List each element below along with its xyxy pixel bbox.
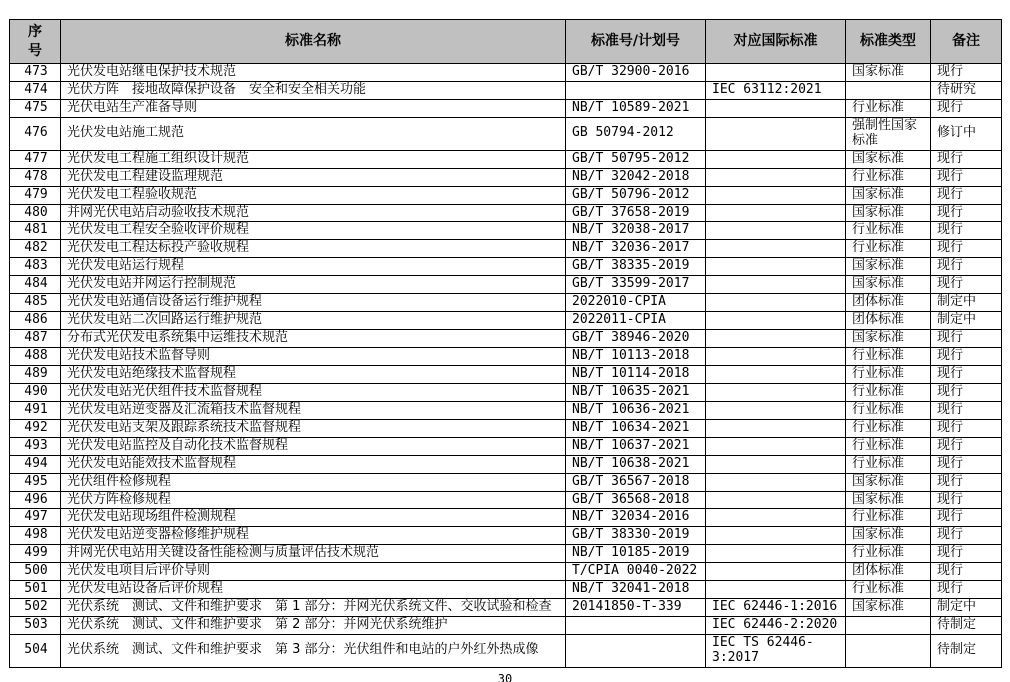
table-row bbox=[10, 258, 1002, 276]
cell-type: 行业标准 bbox=[846, 168, 931, 186]
cell-std-no bbox=[566, 81, 706, 99]
cell-type: 行业标准 bbox=[846, 240, 931, 258]
cell-intl bbox=[706, 383, 846, 401]
cell-name: 光伏发电站设备后评价规程 bbox=[61, 581, 566, 599]
cell-intl bbox=[706, 330, 846, 348]
cell-type: 国家标准 bbox=[846, 276, 931, 294]
cell-type: 国家标准 bbox=[846, 491, 931, 509]
cell-seq: 475 bbox=[10, 99, 61, 117]
cell-type: 行业标准 bbox=[846, 222, 931, 240]
table-row bbox=[10, 168, 1002, 186]
cell-remark: 制定中 bbox=[931, 312, 1002, 330]
table-row bbox=[10, 365, 1002, 383]
table-row bbox=[10, 617, 1002, 635]
cell-type: 行业标准 bbox=[846, 509, 931, 527]
cell-intl bbox=[706, 365, 846, 383]
cell-name: 光伏电站生产准备导则 bbox=[61, 99, 566, 117]
cell-remark: 制定中 bbox=[931, 599, 1002, 617]
cell-intl bbox=[706, 168, 846, 186]
cell-intl bbox=[706, 150, 846, 168]
cell-type bbox=[846, 81, 931, 99]
cell-remark: 现行 bbox=[931, 365, 1002, 383]
cell-remark: 现行 bbox=[931, 455, 1002, 473]
cell-seq: 497 bbox=[10, 509, 61, 527]
cell-intl: IEC 63112:2021 bbox=[706, 81, 846, 99]
table-row bbox=[10, 401, 1002, 419]
cell-type: 国家标准 bbox=[846, 599, 931, 617]
cell-seq: 477 bbox=[10, 150, 61, 168]
cell-std-no: GB/T 38946-2020 bbox=[566, 330, 706, 348]
table-row bbox=[10, 312, 1002, 330]
cell-intl bbox=[706, 312, 846, 330]
cell-name: 光伏发电工程施工组织设计规范 bbox=[61, 150, 566, 168]
cell-intl bbox=[706, 545, 846, 563]
cell-remark: 修订中 bbox=[931, 117, 1002, 150]
cell-seq: 493 bbox=[10, 437, 61, 455]
cell-intl bbox=[706, 117, 846, 150]
table-row bbox=[10, 222, 1002, 240]
cell-std-no: GB/T 50796-2012 bbox=[566, 186, 706, 204]
cell-remark: 制定中 bbox=[931, 294, 1002, 312]
cell-seq: 481 bbox=[10, 222, 61, 240]
table-row bbox=[10, 64, 1002, 82]
cell-name: 光伏发电工程验收规范 bbox=[61, 186, 566, 204]
cell-intl bbox=[706, 240, 846, 258]
cell-name: 光伏方阵 接地故障保护设备 安全和安全相关功能 bbox=[61, 81, 566, 99]
table-row bbox=[10, 99, 1002, 117]
standards-table bbox=[9, 19, 1002, 668]
cell-type: 国家标准 bbox=[846, 258, 931, 276]
cell-seq: 476 bbox=[10, 117, 61, 150]
header-std-no: 标准号/计划号 bbox=[566, 20, 706, 64]
table-row bbox=[10, 437, 1002, 455]
table-row bbox=[10, 348, 1002, 366]
cell-name: 光伏发电站绝缘技术监督规程 bbox=[61, 365, 566, 383]
cell-std-no bbox=[566, 635, 706, 668]
cell-remark: 现行 bbox=[931, 168, 1002, 186]
cell-std-no: NB/T 10185-2019 bbox=[566, 545, 706, 563]
cell-name: 并网光伏电站启动验收技术规范 bbox=[61, 204, 566, 222]
cell-std-no: NB/T 10638-2021 bbox=[566, 455, 706, 473]
cell-seq: 487 bbox=[10, 330, 61, 348]
cell-intl bbox=[706, 258, 846, 276]
cell-remark: 现行 bbox=[931, 563, 1002, 581]
cell-intl bbox=[706, 204, 846, 222]
cell-intl bbox=[706, 437, 846, 455]
header-remark: 备注 bbox=[931, 20, 1002, 64]
cell-remark: 现行 bbox=[931, 545, 1002, 563]
cell-type: 国家标准 bbox=[846, 204, 931, 222]
cell-type: 行业标准 bbox=[846, 545, 931, 563]
cell-seq: 498 bbox=[10, 527, 61, 545]
cell-remark: 现行 bbox=[931, 330, 1002, 348]
cell-type: 行业标准 bbox=[846, 401, 931, 419]
cell-remark: 现行 bbox=[931, 383, 1002, 401]
cell-type: 行业标准 bbox=[846, 581, 931, 599]
table-row bbox=[10, 276, 1002, 294]
cell-intl bbox=[706, 563, 846, 581]
cell-remark: 现行 bbox=[931, 401, 1002, 419]
cell-type bbox=[846, 635, 931, 668]
cell-seq: 492 bbox=[10, 419, 61, 437]
header-intl-std: 对应国际标准 bbox=[706, 20, 846, 64]
cell-name: 光伏发电站能效技术监督规程 bbox=[61, 455, 566, 473]
cell-name: 光伏发电项目后评价导则 bbox=[61, 563, 566, 581]
cell-seq: 485 bbox=[10, 294, 61, 312]
cell-std-no: 2022011-CPIA bbox=[566, 312, 706, 330]
cell-seq: 490 bbox=[10, 383, 61, 401]
table-row bbox=[10, 419, 1002, 437]
table-row bbox=[10, 473, 1002, 491]
cell-remark: 现行 bbox=[931, 437, 1002, 455]
cell-remark: 现行 bbox=[931, 222, 1002, 240]
cell-std-no: NB/T 32042-2018 bbox=[566, 168, 706, 186]
cell-std-no: NB/T 32036-2017 bbox=[566, 240, 706, 258]
cell-name: 光伏组件检修规程 bbox=[61, 473, 566, 491]
cell-remark: 现行 bbox=[931, 509, 1002, 527]
cell-intl bbox=[706, 419, 846, 437]
cell-seq: 473 bbox=[10, 64, 61, 82]
cell-type: 行业标准 bbox=[846, 437, 931, 455]
cell-seq: 478 bbox=[10, 168, 61, 186]
cell-seq: 484 bbox=[10, 276, 61, 294]
table-row bbox=[10, 294, 1002, 312]
cell-remark: 现行 bbox=[931, 491, 1002, 509]
table-row bbox=[10, 455, 1002, 473]
cell-name: 光伏发电站光伏组件技术监督规程 bbox=[61, 383, 566, 401]
table-row bbox=[10, 81, 1002, 99]
cell-std-no: NB/T 32038-2017 bbox=[566, 222, 706, 240]
table-row bbox=[10, 383, 1002, 401]
cell-remark: 现行 bbox=[931, 258, 1002, 276]
cell-type: 行业标准 bbox=[846, 348, 931, 366]
cell-name: 光伏发电站支架及跟踪系统技术监督规程 bbox=[61, 419, 566, 437]
cell-name: 光伏发电站施工规范 bbox=[61, 117, 566, 150]
cell-name: 光伏发电站二次回路运行维护规范 bbox=[61, 312, 566, 330]
page-number: 30 bbox=[497, 672, 513, 682]
cell-seq: 496 bbox=[10, 491, 61, 509]
cell-intl bbox=[706, 455, 846, 473]
cell-type: 行业标准 bbox=[846, 99, 931, 117]
cell-std-no: T/CPIA 0040-2022 bbox=[566, 563, 706, 581]
cell-seq: 480 bbox=[10, 204, 61, 222]
cell-name: 光伏系统 测试、文件和维护要求 第 2 部分：并网光伏系统维护 bbox=[61, 617, 566, 635]
cell-intl: IEC 62446-2:2020 bbox=[706, 617, 846, 635]
cell-intl bbox=[706, 527, 846, 545]
cell-intl bbox=[706, 186, 846, 204]
cell-remark: 待研究 bbox=[931, 81, 1002, 99]
cell-remark: 现行 bbox=[931, 473, 1002, 491]
table-row bbox=[10, 563, 1002, 581]
table-row bbox=[10, 330, 1002, 348]
cell-name: 光伏发电站现场组件检测规程 bbox=[61, 509, 566, 527]
cell-name: 光伏系统 测试、文件和维护要求 第 1 部分：并网光伏系统文件、交收试验和检查 bbox=[61, 599, 566, 617]
cell-intl bbox=[706, 401, 846, 419]
table-row bbox=[10, 599, 1002, 617]
cell-type: 国家标准 bbox=[846, 64, 931, 82]
cell-seq: 483 bbox=[10, 258, 61, 276]
cell-seq: 495 bbox=[10, 473, 61, 491]
table-row bbox=[10, 509, 1002, 527]
cell-std-no: NB/T 10114-2018 bbox=[566, 365, 706, 383]
cell-std-no bbox=[566, 617, 706, 635]
cell-intl bbox=[706, 581, 846, 599]
cell-seq: 504 bbox=[10, 635, 61, 668]
cell-type: 团体标准 bbox=[846, 563, 931, 581]
cell-std-no: NB/T 10635-2021 bbox=[566, 383, 706, 401]
cell-std-no: NB/T 10589-2021 bbox=[566, 99, 706, 117]
cell-std-no: NB/T 32034-2016 bbox=[566, 509, 706, 527]
cell-std-no: GB/T 50795-2012 bbox=[566, 150, 706, 168]
cell-name: 并网光伏电站用关键设备性能检测与质量评估技术规范 bbox=[61, 545, 566, 563]
cell-std-no: GB/T 36568-2018 bbox=[566, 491, 706, 509]
cell-std-no: GB/T 33599-2017 bbox=[566, 276, 706, 294]
cell-intl bbox=[706, 99, 846, 117]
cell-remark: 现行 bbox=[931, 348, 1002, 366]
header-seq bbox=[10, 20, 61, 64]
table-row bbox=[10, 204, 1002, 222]
cell-seq: 500 bbox=[10, 563, 61, 581]
table-row bbox=[10, 527, 1002, 545]
cell-remark: 现行 bbox=[931, 150, 1002, 168]
table-row bbox=[10, 491, 1002, 509]
cell-name: 分布式光伏发电系统集中运维技术规范 bbox=[61, 330, 566, 348]
cell-seq: 479 bbox=[10, 186, 61, 204]
cell-std-no: NB/T 10636-2021 bbox=[566, 401, 706, 419]
cell-remark: 现行 bbox=[931, 276, 1002, 294]
cell-type: 强制性国家标准 bbox=[846, 117, 931, 150]
cell-seq: 474 bbox=[10, 81, 61, 99]
cell-name: 光伏发电站逆变器检修维护规程 bbox=[61, 527, 566, 545]
cell-remark: 现行 bbox=[931, 99, 1002, 117]
cell-remark: 现行 bbox=[931, 186, 1002, 204]
cell-intl bbox=[706, 222, 846, 240]
cell-std-no: GB/T 32900-2016 bbox=[566, 64, 706, 82]
table-row bbox=[10, 150, 1002, 168]
cell-seq: 503 bbox=[10, 617, 61, 635]
cell-type: 国家标准 bbox=[846, 330, 931, 348]
cell-seq: 486 bbox=[10, 312, 61, 330]
cell-name: 光伏发电站监控及自动化技术监督规程 bbox=[61, 437, 566, 455]
cell-std-no: 2022010-CPIA bbox=[566, 294, 706, 312]
cell-name: 光伏方阵检修规程 bbox=[61, 491, 566, 509]
cell-seq: 488 bbox=[10, 348, 61, 366]
cell-type: 行业标准 bbox=[846, 419, 931, 437]
cell-seq: 502 bbox=[10, 599, 61, 617]
cell-remark: 现行 bbox=[931, 64, 1002, 82]
table-row bbox=[10, 117, 1002, 150]
cell-name: 光伏发电站通信设备运行维护规程 bbox=[61, 294, 566, 312]
cell-name: 光伏发电站逆变器及汇流箱技术监督规程 bbox=[61, 401, 566, 419]
cell-name: 光伏发电工程达标投产验收规程 bbox=[61, 240, 566, 258]
cell-type: 团体标准 bbox=[846, 312, 931, 330]
header-row bbox=[10, 20, 1002, 64]
cell-intl: IEC TS 62446-3:2017 bbox=[706, 635, 846, 668]
cell-seq: 494 bbox=[10, 455, 61, 473]
cell-type: 国家标准 bbox=[846, 150, 931, 168]
cell-type: 行业标准 bbox=[846, 455, 931, 473]
cell-type: 团体标准 bbox=[846, 294, 931, 312]
cell-name: 光伏发电站技术监督导则 bbox=[61, 348, 566, 366]
table-row bbox=[10, 186, 1002, 204]
cell-std-no: 20141850-T-339 bbox=[566, 599, 706, 617]
cell-intl bbox=[706, 64, 846, 82]
cell-name: 光伏系统 测试、文件和维护要求 第 3 部分：光伏组件和电站的户外红外热成像 bbox=[61, 635, 566, 668]
cell-seq: 491 bbox=[10, 401, 61, 419]
cell-std-no: GB/T 38330-2019 bbox=[566, 527, 706, 545]
cell-intl bbox=[706, 473, 846, 491]
cell-remark: 现行 bbox=[931, 204, 1002, 222]
cell-name: 光伏发电站并网运行控制规范 bbox=[61, 276, 566, 294]
cell-remark: 现行 bbox=[931, 527, 1002, 545]
cell-std-no: NB/T 32041-2018 bbox=[566, 581, 706, 599]
cell-type: 行业标准 bbox=[846, 365, 931, 383]
cell-seq: 501 bbox=[10, 581, 61, 599]
cell-name: 光伏发电工程安全验收评价规程 bbox=[61, 222, 566, 240]
cell-std-no: GB/T 38335-2019 bbox=[566, 258, 706, 276]
table-header bbox=[10, 20, 1002, 64]
header-type: 标准类型 bbox=[846, 20, 931, 64]
cell-std-no: GB/T 37658-2019 bbox=[566, 204, 706, 222]
table-row bbox=[10, 635, 1002, 668]
cell-seq: 489 bbox=[10, 365, 61, 383]
cell-std-no: NB/T 10113-2018 bbox=[566, 348, 706, 366]
cell-remark: 现行 bbox=[931, 240, 1002, 258]
cell-std-no: NB/T 10634-2021 bbox=[566, 419, 706, 437]
cell-name: 光伏发电站运行规程 bbox=[61, 258, 566, 276]
cell-std-no: NB/T 10637-2021 bbox=[566, 437, 706, 455]
cell-name: 光伏发电站继电保护技术规范 bbox=[61, 64, 566, 82]
table-row bbox=[10, 240, 1002, 258]
cell-seq: 482 bbox=[10, 240, 61, 258]
table-row bbox=[10, 545, 1002, 563]
cell-intl bbox=[706, 491, 846, 509]
cell-name: 光伏发电工程建设监理规范 bbox=[61, 168, 566, 186]
cell-intl bbox=[706, 294, 846, 312]
standards-table-body bbox=[10, 64, 1002, 668]
cell-remark: 待制定 bbox=[931, 617, 1002, 635]
cell-type: 国家标准 bbox=[846, 473, 931, 491]
cell-type: 行业标准 bbox=[846, 383, 931, 401]
cell-std-no: GB/T 36567-2018 bbox=[566, 473, 706, 491]
cell-type: 国家标准 bbox=[846, 186, 931, 204]
cell-remark: 现行 bbox=[931, 581, 1002, 599]
cell-seq: 499 bbox=[10, 545, 61, 563]
cell-intl bbox=[706, 348, 846, 366]
cell-std-no: GB 50794-2012 bbox=[566, 117, 706, 150]
cell-remark: 现行 bbox=[931, 419, 1002, 437]
cell-remark: 待制定 bbox=[931, 635, 1002, 668]
cell-intl bbox=[706, 509, 846, 527]
cell-intl bbox=[706, 276, 846, 294]
cell-type bbox=[846, 617, 931, 635]
table-row bbox=[10, 581, 1002, 599]
cell-intl: IEC 62446-1:2016 bbox=[706, 599, 846, 617]
header-name: 标准名称 bbox=[61, 20, 566, 64]
cell-type: 国家标准 bbox=[846, 527, 931, 545]
header-seq-label: 序号 bbox=[27, 23, 42, 59]
